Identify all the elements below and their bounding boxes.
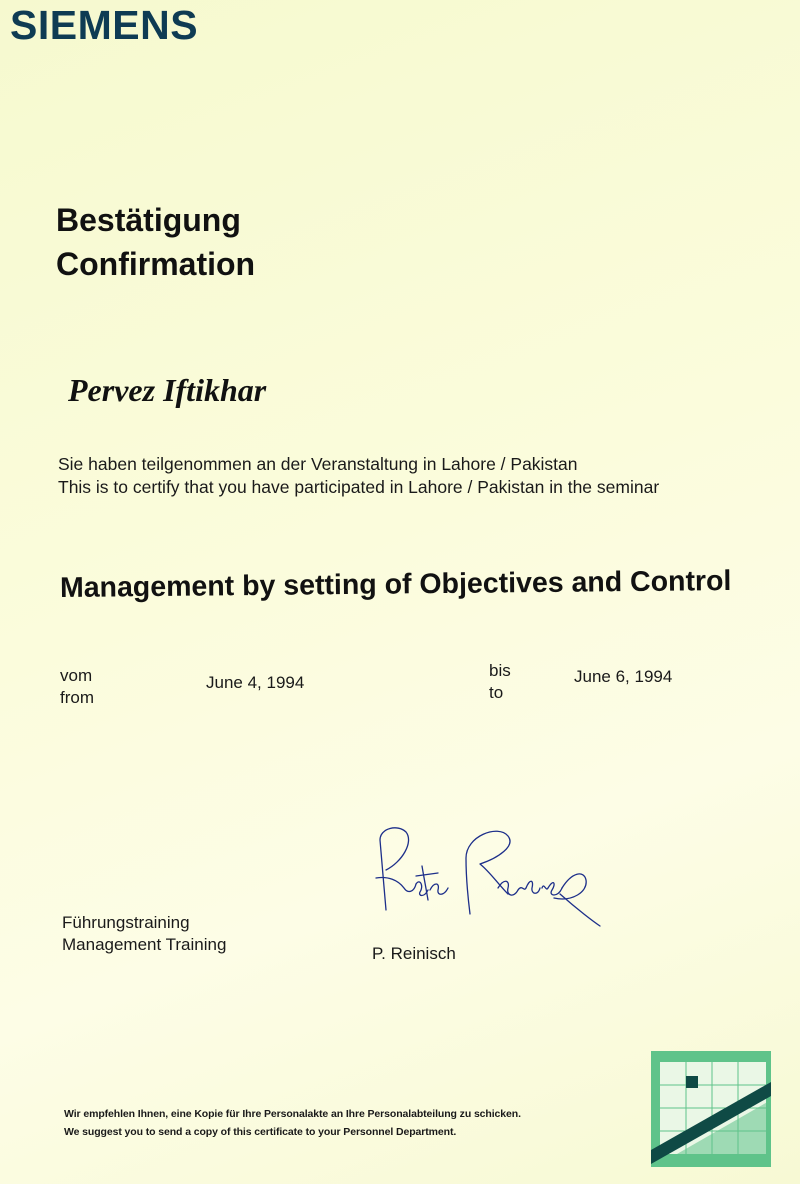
from-label-german: vom: [60, 666, 93, 685]
end-date: June 6, 1994: [574, 667, 673, 686]
program-german: Führungstraining: [62, 913, 190, 932]
statement-german: Sie haben teilgenommen an der Veranstaltung in Lahore / Pakistan: [58, 454, 578, 474]
signatory-name: P. Reinisch: [372, 944, 456, 963]
footer-note-english: We suggest you to send a copy of this certificate to your Personnel Department.: [64, 1126, 457, 1138]
to-label-english: to: [489, 683, 504, 702]
siemens-training-emblem-icon: [650, 1050, 772, 1168]
siemens-logo: SIEMENS: [10, 2, 199, 48]
signature-image: [358, 818, 603, 928]
program-english: Management Training: [62, 935, 227, 954]
start-date: June 4, 1994: [206, 673, 305, 692]
title-german: Bestätigung: [56, 202, 241, 238]
title-english: Confirmation: [56, 246, 256, 282]
to-label-german: bis: [489, 661, 511, 680]
from-label-english: from: [60, 688, 94, 707]
statement-english: This is to certify that you have participated in Lahore / Pakistan in the seminar: [58, 477, 660, 497]
participant-name: Pervez Iftikhar: [68, 372, 267, 408]
seminar-title: Management by setting of Objectives and Control: [59, 564, 732, 604]
footer-note-german: Wir empfehlen Ihnen, eine Kopie für Ihre Personalakte an Ihre Personalabteilung zu schicken.: [64, 1108, 521, 1120]
